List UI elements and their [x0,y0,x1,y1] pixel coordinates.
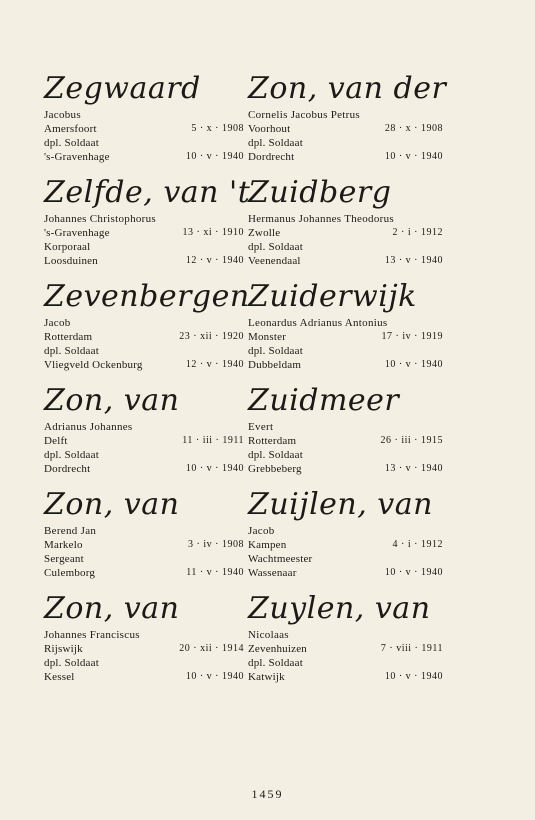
date: 10 · v · 1940 [384,567,443,578]
detail-line [44,344,244,358]
place-or-rank: Culemborg [44,567,96,579]
detail-line [248,358,443,372]
date: 17 · iv · 1919 [381,331,443,342]
place-or-rank: Voorhout [248,123,291,135]
surname-heading: Zuylen, van [248,591,431,626]
date: 11 · iii · 1911 [182,435,244,446]
place-or-rank: Kampen [248,539,287,551]
place-or-rank: Korporaal [44,241,91,253]
date: 13 · v · 1940 [384,255,443,266]
given-names: Leonardus Adrianus Antonius [248,317,388,329]
surname-heading: Zuidmeer [248,383,400,418]
place-or-rank: dpl. Soldaat [248,345,303,357]
date: 20 · xii · 1914 [179,643,244,654]
place-or-rank: Grebbeberg [248,463,302,475]
detail-line [44,226,244,240]
place-or-rank: Dubbeldam [248,359,302,371]
date: 2 · i · 1912 [392,227,443,238]
detail-line [44,434,244,448]
detail-line [44,122,244,136]
detail-line [248,462,443,476]
place-or-rank: dpl. Soldaat [44,657,99,669]
place-or-rank: Rijswijk [44,643,83,655]
surname-heading: Zon, van der [248,71,447,106]
date: 11 · v · 1940 [186,567,244,578]
detail-line [248,656,443,670]
name-entry [248,70,447,174]
detail-line [44,150,244,164]
given-names: Jacob [44,317,71,329]
place-or-rank: Delft [44,435,68,447]
given-names: Jacob [248,525,275,537]
place-or-rank: 's-Gravenhage [44,227,110,239]
detail-line [248,122,443,136]
detail-line [44,538,244,552]
given-names: Johannes Christophorus [44,213,157,225]
surname-heading: Zegwaard [44,71,201,106]
place-or-rank: 's-Gravenhage [44,151,110,163]
place-or-rank: dpl. Soldaat [44,137,99,149]
place-or-rank: dpl. Soldaat [248,449,303,461]
detail-line [44,254,244,268]
detail-line [44,136,244,150]
name-entry [44,174,251,278]
place-or-rank: Zwolle [248,227,281,239]
name-entry [248,174,443,278]
detail-line [44,448,244,462]
date: 10 · v · 1940 [185,151,244,162]
detail-line [44,656,244,670]
place-or-rank: Amersfoort [44,123,97,135]
surname-heading: Zon, van [44,383,180,418]
place-or-rank: dpl. Soldaat [44,449,99,461]
date: 10 · v · 1940 [185,671,244,682]
place-or-rank: Wassenaar [248,567,297,579]
name-entry [44,590,244,694]
detail-line [44,552,244,566]
date: 13 · v · 1940 [384,463,443,474]
date: 28 · x · 1908 [384,123,443,134]
detail-line [44,330,244,344]
name-entry [248,382,443,486]
surname-heading: Zuijlen, van [248,487,433,522]
surname-heading: Zon, van [44,487,180,522]
name-entry [248,278,443,382]
place-or-rank: Veenendaal [248,255,301,267]
page-number: 1459 [251,787,284,801]
place-or-rank: Kessel [44,671,75,683]
given-names: Adrianus Johannes [44,421,133,433]
detail-line [248,448,443,462]
date: 12 · v · 1940 [185,359,244,370]
detail-line [44,358,244,372]
surname-heading: Zuidberg [248,175,392,210]
place-or-rank: Sergeant [44,553,84,565]
place-or-rank: Rotterdam [248,435,297,447]
name-entry [248,590,443,694]
place-or-rank: Rotterdam [44,331,93,343]
date: 10 · v · 1940 [384,151,443,162]
date: 26 · iii · 1915 [380,435,443,446]
detail-line [44,566,244,580]
place-or-rank: dpl. Soldaat [248,657,303,669]
detail-line [248,566,443,580]
detail-line [248,538,443,552]
surname-heading: Zevenbergen [44,279,250,314]
date: 4 · i · 1912 [392,539,443,550]
place-or-rank: dpl. Soldaat [248,241,303,253]
detail-line [248,670,443,684]
given-names: Hermanus Johannes Theodorus [248,213,394,225]
given-names: Cornelis Jacobus Petrus [248,109,361,121]
date: 3 · iv · 1908 [188,539,244,550]
date: 23 · xii · 1920 [179,331,244,342]
date: 13 · xi · 1910 [182,227,244,238]
name-entry [44,70,244,174]
detail-line [248,226,443,240]
date: 7 · viii · 1911 [380,643,443,654]
given-names: Evert [248,421,274,433]
given-names: Johannes Franciscus [44,629,140,641]
detail-line [248,240,443,254]
place-or-rank: Monster [248,331,287,343]
place-or-rank: Loosduinen [44,255,98,267]
detail-line [44,670,244,684]
place-or-rank: Katwijk [248,671,285,683]
detail-line [248,254,443,268]
detail-line [248,136,443,150]
date: 5 · x · 1908 [191,123,244,134]
detail-line [44,642,244,656]
place-or-rank: Markelo [44,539,83,551]
place-or-rank: Vliegveld Ockenburg [44,359,143,371]
place-or-rank: Zevenhuizen [248,643,308,655]
detail-line [248,344,443,358]
surname-heading: Zuiderwijk [248,279,417,314]
place-or-rank: Wachtmeester [248,553,313,565]
place-or-rank: Dordrecht [44,463,91,475]
name-entry [44,382,244,486]
place-or-rank: dpl. Soldaat [44,345,99,357]
date: 10 · v · 1940 [185,463,244,474]
name-entry [248,486,443,590]
detail-line [248,150,443,164]
detail-line [44,240,244,254]
name-entry [44,486,244,590]
left-column [44,70,251,694]
surname-heading: Zon, van [44,591,180,626]
date: 10 · v · 1940 [384,671,443,682]
given-names: Berend Jan [44,525,97,537]
date: 12 · v · 1940 [185,255,244,266]
place-or-rank: Dordrecht [248,151,295,163]
right-column [248,70,447,694]
date: 10 · v · 1940 [384,359,443,370]
given-names: Jacobus [44,109,81,121]
given-names: Nicolaas [248,629,289,641]
detail-line [248,434,443,448]
place-or-rank: dpl. Soldaat [248,137,303,149]
surname-heading: Zelfde, van 't [44,175,251,210]
detail-line [248,552,443,566]
detail-line [44,462,244,476]
detail-line [248,642,443,656]
detail-line [248,330,443,344]
name-entry [44,278,250,382]
